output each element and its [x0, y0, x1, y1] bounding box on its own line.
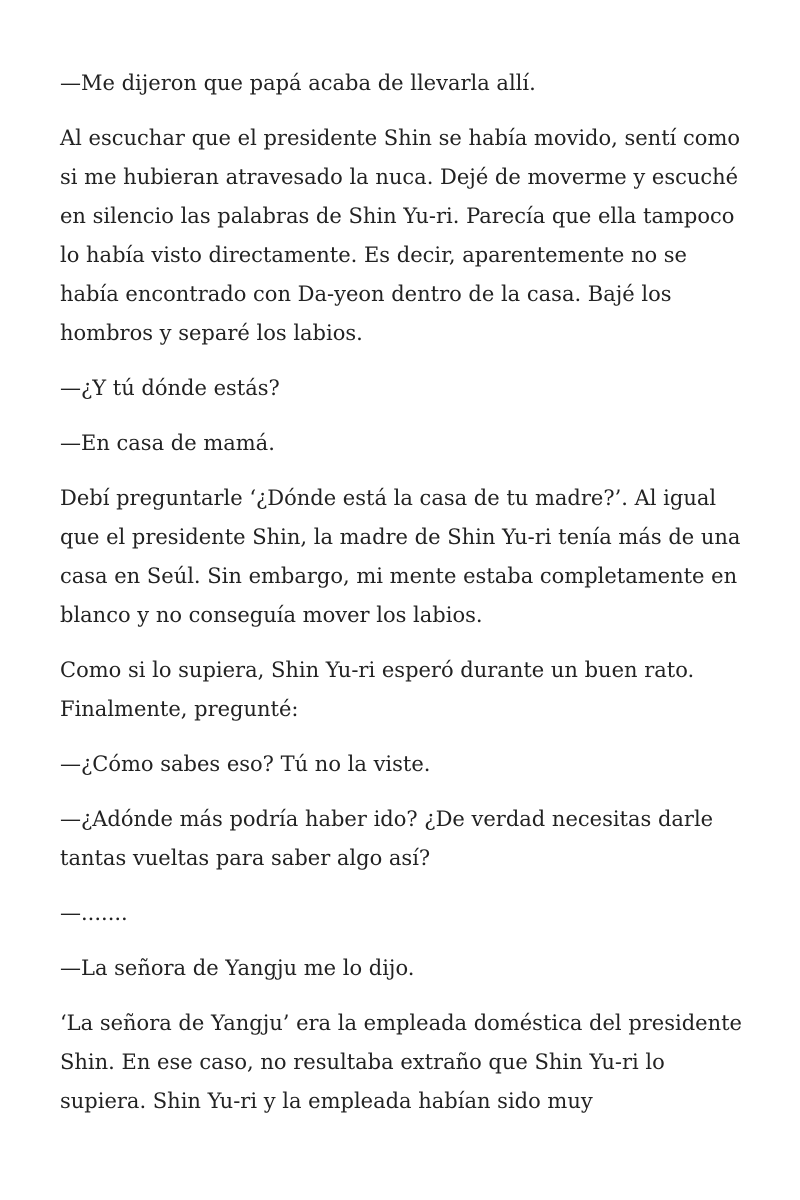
- book-page: [60, 64, 750, 1137]
- paragraph: —.......: [60, 901, 128, 925]
- paragraph: —En casa de mamá.: [60, 431, 275, 455]
- paragraph: Debí preguntarle ‘¿Dónde está la casa de tu madre?’. Al igual que el presidente Shin, la madre de Shin Yu-ri tenía más de una casa en Seúl. Sin embargo, mi mente estaba completamente en blanco y no conseguía mover los labios.: [60, 486, 741, 627]
- paragraph: —Me dijeron que papá acaba de llevarla allí.: [60, 71, 536, 95]
- paragraph: —¿Adónde más podría haber ido? ¿De verdad necesitas darle tantas vueltas para saber algo así?: [60, 807, 714, 870]
- paragraph: ‘La señora de Yangju’ era la empleada doméstica del presidente Shin. En ese caso, no resultaba extraño que Shin Yu-ri lo supiera. Shin Yu-ri y la empleada habían sido muy: [60, 1011, 742, 1113]
- paragraph: —La señora de Yangju me lo dijo.: [60, 956, 415, 980]
- paragraph: Como si lo supiera, Shin Yu-ri esperó durante un buen rato. Finalmente, pregunté:: [60, 658, 695, 721]
- paragraph: —¿Y tú dónde estás?: [60, 376, 280, 400]
- paragraph: —¿Cómo sabes eso? Tú no la viste.: [60, 752, 431, 776]
- paragraph: Al escuchar que el presidente Shin se había movido, sentí como si me hubieran atravesado la nuca. Dejé de moverme y escuché en silencio las palabras de Shin Yu-ri. Parecía que ella tampoco lo había visto directamente. Es decir, aparentemente no se había encontrado con Da-yeon dentro de la casa. Bajé los hombros y separé los labios.: [60, 126, 740, 345]
